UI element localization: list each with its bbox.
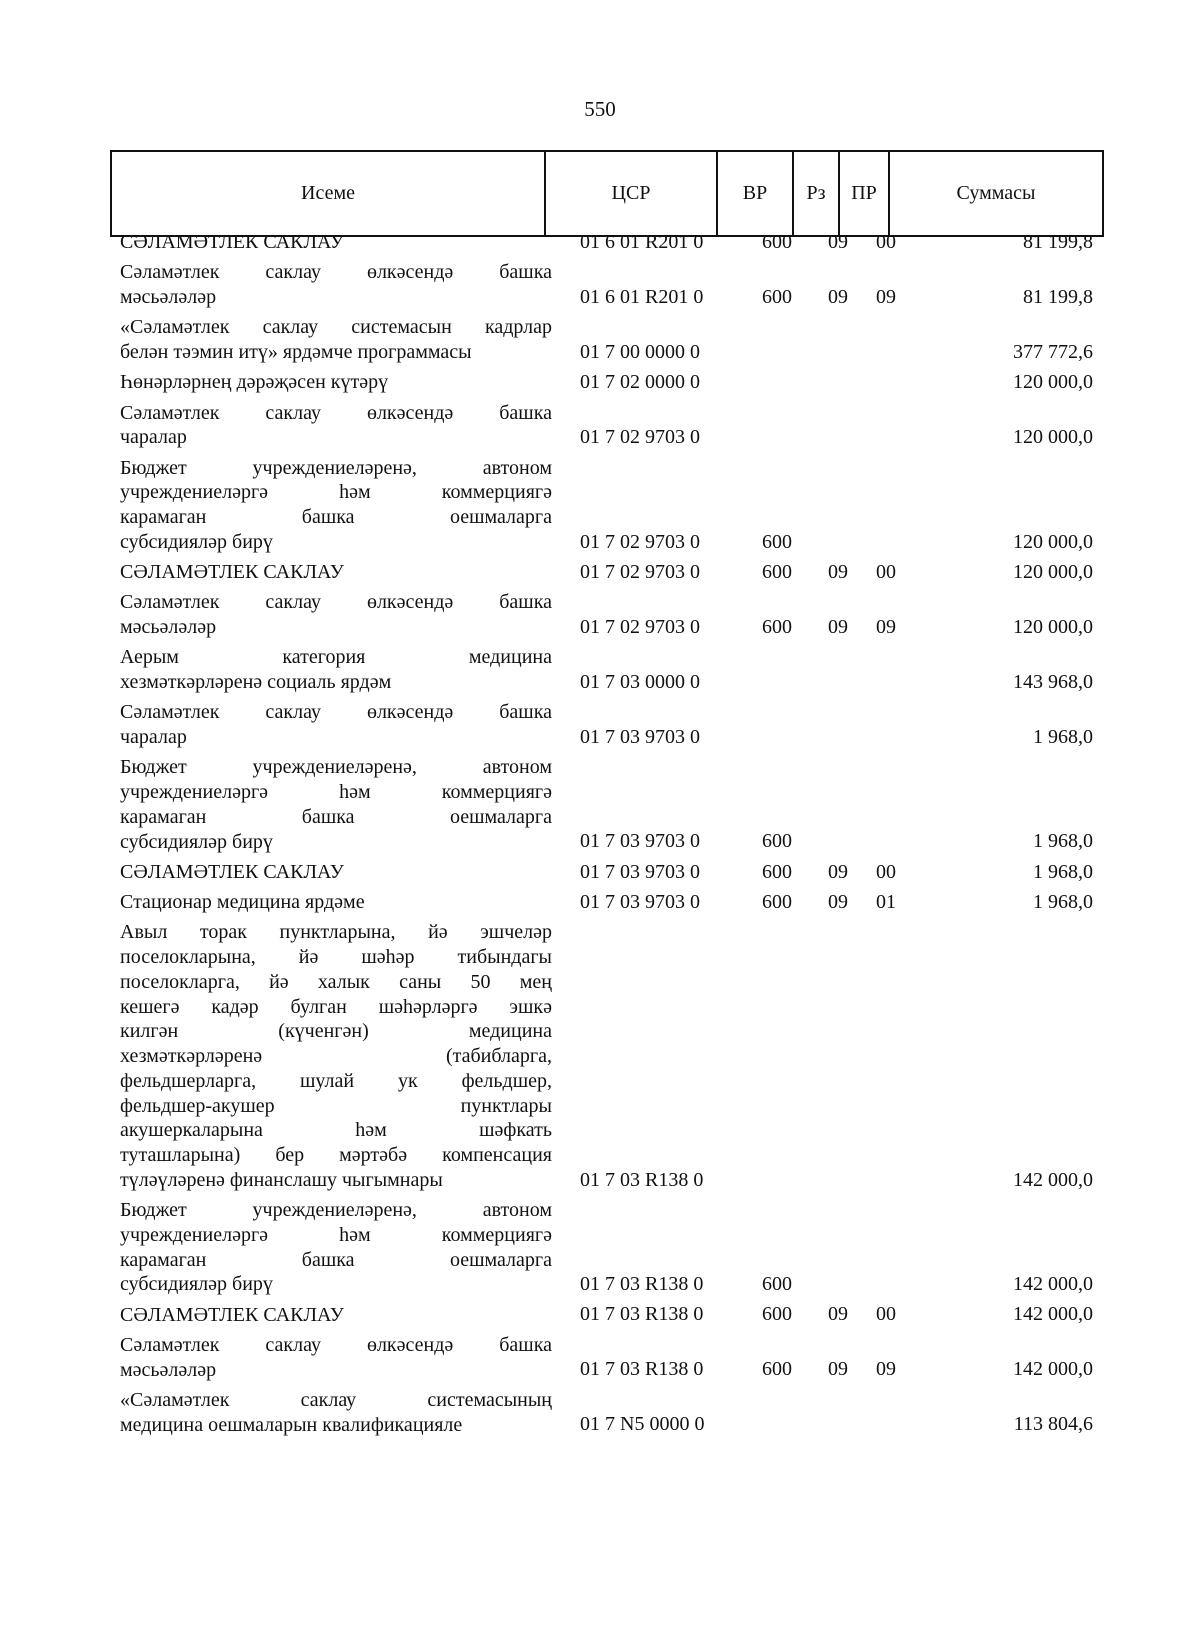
row-name-line: Бюджет учреждениеләренә, автоном [120,756,552,779]
row-name-line: Бюджет учреждениеләренә, автоном [120,1199,552,1221]
row-name-line: Сәламәтлек саклау өлкәсендә башка [120,401,552,424]
row-name-line: Сәламәтлек саклау өлкәсендә башка [120,591,552,614]
row-vr: 600 [762,860,792,883]
row-rz: 09 [828,230,848,253]
row-csr: 01 7 03 R138 0 [580,1303,704,1326]
row-vr: 600 [762,560,792,583]
row-name-line: учреждениеләргә һәм коммерциягә [120,781,552,803]
row-pr: 00 [876,230,896,253]
header-vr: ВР [717,151,793,236]
row-name-line: субсидияләр бирү [120,830,273,853]
row-name-line: туташларына) бер мәртәбә компенсация [120,1144,552,1166]
row-sum: 142 000,0 [1013,1358,1093,1381]
table-row [0,401,1200,451]
row-rz: 09 [828,860,848,883]
row-name-line: Сәламәтлек саклау өлкәсендә башка [120,261,552,284]
row-name-line: СӘЛАМӘТЛЕК САКЛАУ [120,561,344,583]
table-row [0,315,1200,365]
row-vr: 600 [762,285,792,308]
row-name-line: поселокларына, йә шәһәр тибындагы [120,946,552,968]
row-vr: 600 [762,890,792,913]
row-name-line: субсидияләр бирү [120,1273,273,1296]
table-row [0,755,1200,854]
row-name-line: Бюджет учреждениеләренә, автоном [120,456,552,479]
row-csr: 01 6 01 R201 0 [580,285,704,308]
table-row [0,560,1200,585]
row-rz: 09 [828,615,848,638]
row-pr: 09 [876,1358,896,1381]
row-vr: 600 [762,230,792,253]
row-csr: 01 7 03 R138 0 [580,1273,704,1295]
header-csr: ЦСР [545,151,717,236]
row-sum: 81 199,8 [1023,230,1093,253]
table-row [0,1303,1200,1328]
row-csr: 01 7 03 9703 0 [580,860,700,883]
row-pr: 09 [876,285,896,308]
row-rz: 09 [828,285,848,308]
row-csr: 01 7 03 9703 0 [580,890,700,913]
row-vr: 600 [762,830,792,853]
row-pr: 00 [876,560,896,583]
row-name-line: килгән (күченгән) медицина [120,1020,552,1043]
row-rz: 09 [828,1303,848,1326]
row-name-line: Авыл торак пунктларына, йә эшчеләр [120,921,552,944]
table-row [0,230,1200,255]
row-csr: 01 7 02 0000 0 [580,371,700,393]
row-csr: 01 7 02 9703 0 [580,530,700,553]
row-name-line: фельдшер-акушер пунктлары [120,1094,552,1117]
row-name-line: поселокларга, йә халык саны 50 мең [120,970,552,993]
row-vr: 600 [762,1303,792,1326]
row-name-line: учреждениеләргә һәм коммерциягә [120,481,552,504]
row-pr: 01 [876,890,896,913]
row-name-line: түләүләренә финанслашу чыгымнары [120,1168,443,1191]
row-sum: 1 968,0 [1033,830,1093,853]
row-name-line: кешегә кадәр булган шәһәрләргә эшкә [120,995,552,1018]
table-row [0,260,1200,310]
row-sum: 120 000,0 [1013,371,1093,393]
row-name-line: чаралар [120,426,187,449]
row-sum: 1 968,0 [1033,725,1093,748]
row-csr: 01 7 02 9703 0 [580,560,700,583]
row-sum: 120 000,0 [1013,615,1093,638]
row-name-line: Стационар медицина ярдәме [120,891,365,913]
row-name-line: мәсьәләләр [120,286,217,308]
row-csr: 01 7 N5 0000 0 [580,1413,705,1436]
header-name: Исеме [111,151,545,236]
row-name-line: СӘЛАМӘТЛЕК САКЛАУ [120,1303,344,1326]
row-name-line: карамаган башка оешмаларга [120,1248,552,1271]
row-name-line: акушеркаларына һәм шәфкать [120,1119,552,1142]
row-sum: 143 968,0 [1013,670,1093,693]
row-pr: 00 [876,1303,896,1326]
row-sum: 1 968,0 [1033,860,1093,883]
header-sum: Суммасы [889,151,1103,236]
header-pr: ПР [839,151,889,236]
row-rz: 09 [828,560,848,583]
row-sum: 81 199,8 [1023,285,1093,308]
header-rz: Рз [793,151,839,236]
row-name-line: мәсьәләләр [120,1358,217,1381]
table-row [0,1333,1200,1383]
row-sum: 377 772,6 [1013,340,1093,363]
row-rz: 09 [828,1358,848,1381]
row-csr: 01 7 03 R138 0 [580,1358,704,1381]
row-name-line: СӘЛАМӘТЛЕК САКЛАУ [120,860,344,883]
row-csr: 01 7 03 9703 0 [580,830,700,853]
row-name-line: Сәламәтлек саклау өлкәсендә башка [120,1333,552,1356]
row-csr: 01 7 02 9703 0 [580,615,700,638]
row-name-line: медицина оешмаларын квалификацияле [120,1413,463,1436]
row-sum: 113 804,6 [1013,1413,1093,1436]
row-vr: 600 [762,1358,792,1381]
table-row [0,590,1200,640]
row-name-line: Аерым категория медицина [120,646,552,669]
row-sum: 120 000,0 [1013,426,1093,448]
table-row [0,1388,1200,1438]
row-csr: 01 7 02 9703 0 [580,426,700,448]
row-vr: 600 [762,615,792,638]
row-vr: 600 [762,1273,792,1295]
table-row [0,456,1200,555]
row-sum: 142 000,0 [1013,1273,1093,1295]
row-name-line: субсидияләр бирү [120,530,273,553]
row-name-line: хезмәткәрләренә социаль ярдәм [120,671,392,693]
row-sum: 142 000,0 [1013,1303,1093,1326]
table-row [0,700,1200,750]
row-name-line: хезмәткәрләренә (табибларга, [120,1045,552,1067]
row-csr: 01 7 03 R138 0 [580,1168,704,1191]
row-csr: 01 7 03 0000 0 [580,670,700,693]
row-name-line: СӘЛАМӘТЛЕК САКЛАУ [120,231,344,253]
table-row [0,1198,1200,1297]
row-name-line: белән тәэмин итү» ярдәмче программасы [120,341,472,363]
row-name-line: чаралар [120,726,187,748]
page-number: 550 [584,97,616,121]
row-name-line: мәсьәләләр [120,616,217,638]
row-sum: 142 000,0 [1013,1168,1093,1191]
row-sum: 1 968,0 [1033,890,1093,913]
row-csr: 01 6 01 R201 0 [580,230,704,253]
row-name-line: карамаган башка оешмаларга [120,805,552,828]
table-row [0,860,1200,885]
row-vr: 600 [762,530,792,553]
row-name-line: карамаган башка оешмаларга [120,506,552,528]
row-name-line: учреждениеләргә һәм коммерциягә [120,1223,552,1246]
table-row [0,920,1200,1192]
row-name-line: «Сәламәтлек саклау системасын кадрлар [120,316,552,339]
row-name-line: Сәламәтлек саклау өлкәсендә башка [120,701,552,724]
row-rz: 09 [828,890,848,913]
table-row [0,370,1200,395]
row-pr: 09 [876,615,896,638]
row-sum: 120 000,0 [1013,530,1093,553]
row-pr: 00 [876,860,896,883]
row-name-line: Һөнәрләрнең дәрәҗәсен күтәрү [120,371,389,394]
row-name-line: фельдшерларга, шулай ук фельдшер, [120,1069,552,1092]
row-sum: 120 000,0 [1013,560,1093,583]
row-csr: 01 7 00 0000 0 [580,340,700,363]
table-row [0,645,1200,695]
table-row [0,890,1200,915]
row-csr: 01 7 03 9703 0 [580,725,700,748]
row-name-line: «Сәламәтлек саклау системасының [120,1388,552,1411]
